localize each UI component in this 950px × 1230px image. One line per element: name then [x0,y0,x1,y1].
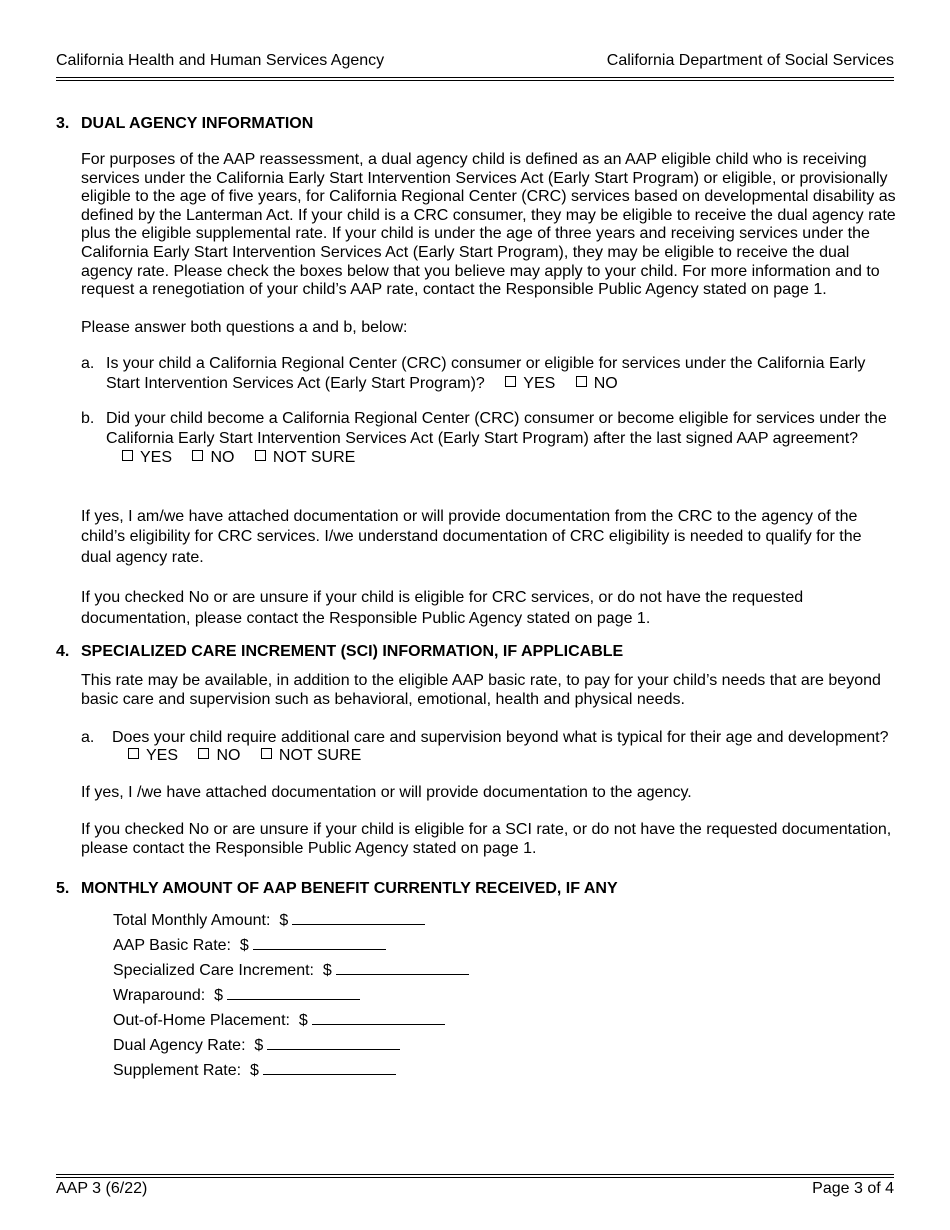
section-3-title: 3. DUAL AGENCY INFORMATION [56,115,314,132]
aap-basic-rate-input[interactable] [253,935,386,950]
agency-name: California Health and Human Services Agency [56,52,385,69]
footer-rule-top [56,1174,894,1175]
specialized-care-increment-input[interactable] [336,960,469,975]
section-3-question-a: a. Is your child a California Regional Center (CRC) consumer or eligible for services under the California Early Start Intervention Services Act (Early Start Program)? YES NO [81,355,866,392]
checkbox-no[interactable]: NO [576,375,618,392]
aap-basic-rate-row: AAP Basic Rate: $ [113,933,896,958]
checkbox-icon[interactable] [505,376,516,387]
section-3-instruction: Please answer both questions a and b, below: [81,318,408,336]
total-monthly-amount-input[interactable] [292,910,425,925]
section-3-intro: For purposes of the AAP reassessment, a dual agency child is defined as an AAP eligible child who is receiving services under the California Early Start Intervention Services Act (Early Start Program) or eligible, or provisionally eligible to the age of five years, for California Regional Center (CRC) services based on developmental disability as defined by the Lanterman Act. If your child is a CRC consumer, they may be eligible to receive the dual agency rate plus the eligible supplemental rate. If your child is under the age of three years and receiving services under the California Early Start Intervention Services Act (Early Start Program), they may be eligible to receive the dual agency rate. Please check the boxes below that you believe may apply to your child. For more information and to request a renegotiation of your child’s AAP rate, contact the Responsible Public Agency stated on page 1. [81,151,896,299]
section-3-if-yes: If yes, I am/we have attached documentation or will provide documentation from the CRC to the agency of the child’s eligibility for CRC services. I/we understand documentation of CRC eligibility is needed to qualify for the dual agency rate. [81,507,862,566]
form-content [56,114,896,1083]
out-of-home-placement-row: Out-of-Home Placement: $ [113,1008,896,1033]
page-number: Page 3 of 4 [812,1180,894,1197]
dual-agency-rate-row: Dual Agency Rate: $ [113,1033,896,1058]
supplement-rate-row: Supplement Rate: $ [113,1058,896,1083]
section-4-if-no: If you checked No or are unsure if your child is eligible for a SCI rate, or do not have the requested documentation, please contact the Responsible Public Agency stated on page 1. [81,821,892,857]
section-4-if-yes: If yes, I /we have attached documentation or will provide documentation to the agency. [81,783,692,801]
checkbox-icon[interactable] [576,376,587,387]
out-of-home-placement-input[interactable] [312,1010,445,1025]
checkbox-yes[interactable]: YES [505,375,555,392]
checkbox-yes[interactable]: YES [128,747,178,764]
total-monthly-amount-row: Total Monthly Amount: $ [113,908,896,933]
checkbox-icon[interactable] [128,748,139,759]
section-4-question-a: a. Does your child require additional care and supervision beyond what is typical for their age and development? YES NO NOT SURE [81,728,889,765]
form-id: AAP 3 (6/22) [56,1180,148,1197]
section-3-question-b: b. Did your child become a California Regional Center (CRC) consumer or become eligible for services under the California Early Start Intervention Services Act (Early Start Program) after the last signed AAP agreement? YES NO NOT SURE [81,410,887,467]
dual-agency-rate-input[interactable] [267,1035,400,1050]
wraparound-input[interactable] [227,985,360,1000]
checkbox-no[interactable]: NO [198,747,240,764]
checkbox-no[interactable]: NO [192,449,234,466]
checkbox-icon[interactable] [261,748,272,759]
checkbox-icon[interactable] [192,450,203,461]
checkbox-icon[interactable] [122,450,133,461]
supplement-rate-input[interactable] [263,1060,396,1075]
checkbox-not-sure[interactable]: NOT SURE [261,747,361,764]
checkbox-not-sure[interactable]: NOT SURE [255,449,355,466]
header-rule-bottom [56,80,894,81]
checkbox-icon[interactable] [255,450,266,461]
section-3-if-no: If you checked No or are unsure if your child is eligible for CRC services, or do not have the requested documentation, please contact the Responsible Public Agency stated on page 1. [81,589,804,627]
page-header [56,52,894,72]
benefit-amounts [113,908,896,1083]
section-4-intro: This rate may be available, in addition to the eligible AAP basic rate, to pay for your child’s needs that are beyond basic care and supervision such as behavioral, emotional, health and physical needs. [81,672,881,708]
wraparound-row: Wraparound: $ [113,983,896,1008]
specialized-care-increment-row: Specialized Care Increment: $ [113,958,896,983]
checkbox-yes[interactable]: YES [122,449,172,466]
footer-rule-bottom [56,1177,894,1178]
checkbox-icon[interactable] [198,748,209,759]
section-5-title: 5. MONTHLY AMOUNT OF AAP BENEFIT CURRENTLY RECEIVED, IF ANY [56,879,618,897]
header-rule-top [56,77,894,78]
section-4-title: 4. SPECIALIZED CARE INCREMENT (SCI) INFORMATION, IF APPLICABLE [56,643,624,661]
department-name: California Department of Social Services [606,52,894,69]
